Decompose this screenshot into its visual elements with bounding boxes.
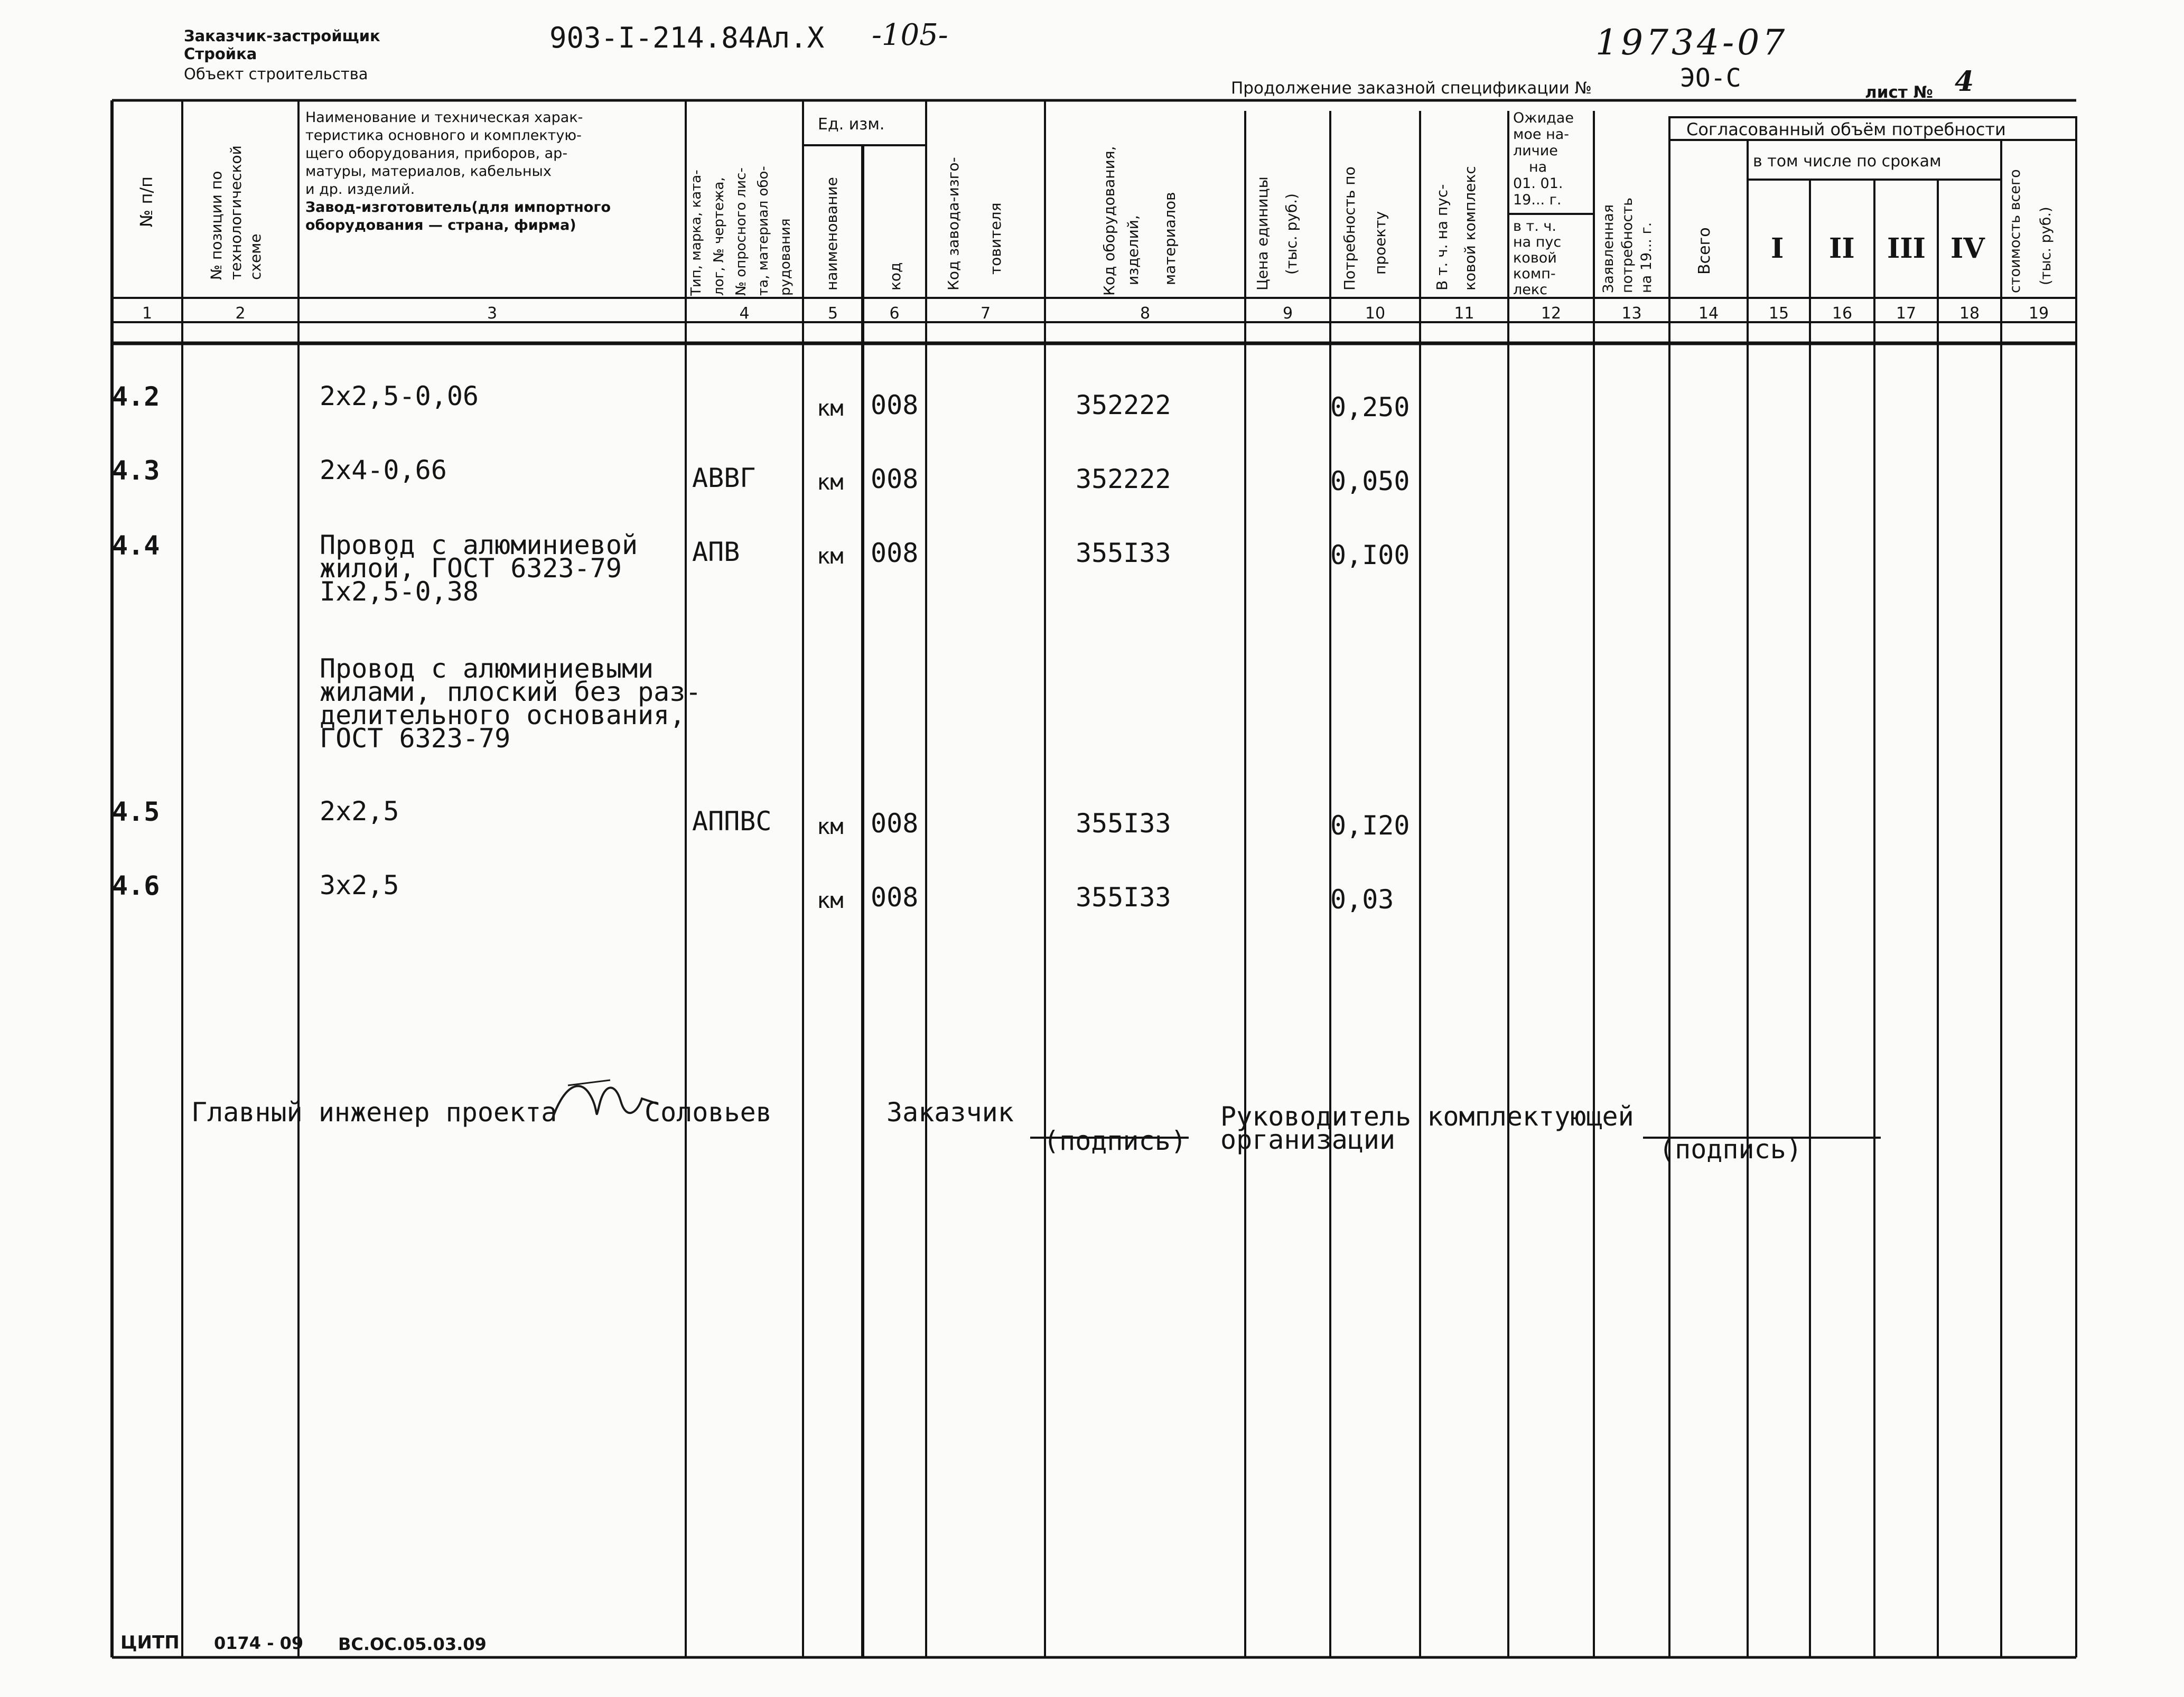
construction-label: Стройка	[184, 45, 257, 63]
col-12-line: на	[1529, 159, 1547, 175]
col-8-header-line2: изделий,	[1124, 215, 1142, 285]
col-3-header-line: Наименование и техническая харак-	[305, 109, 583, 126]
col-number-9: 9	[1282, 304, 1293, 323]
col-12-line: в т. ч.	[1513, 218, 1556, 235]
row-number: 4.4	[112, 530, 160, 561]
row-description: Провод с алюминиевыми жилами, плоский без раз- делительного основания, ГОСТ 6323-79	[320, 653, 702, 754]
col-12-line: мое на-	[1513, 126, 1570, 143]
col-12-line: комп-	[1513, 266, 1556, 282]
col-number-17: 17	[1896, 304, 1917, 323]
row-equipment-code: 352222	[1076, 390, 1171, 420]
col-19-header-line2: (тыс. руб.)	[2038, 207, 2054, 285]
row-type: АВВГ	[692, 463, 756, 493]
row-number: 4.2	[112, 381, 160, 412]
row-description: 2x4-0,66	[320, 455, 447, 485]
row-description: 3x2,5	[320, 870, 399, 901]
row-unit: км	[817, 395, 844, 421]
footer-org: ЦИТП	[120, 1632, 180, 1653]
row-unit-code: 008	[871, 464, 919, 494]
page-mark: -105-	[872, 18, 948, 52]
chief-engineer-label: Главный инженер проекта	[191, 1097, 557, 1128]
col-number-2: 2	[235, 304, 246, 323]
row-description: Провод с алюминиевой жилой, ГОСТ 6323-79 Ix2,5-0,38	[320, 530, 638, 607]
col-6-header: код	[886, 262, 904, 290]
project-code: 903-I-214.84Ал.X	[549, 21, 825, 54]
col-number-13: 13	[1621, 304, 1642, 323]
col-number-14: 14	[1698, 304, 1719, 323]
row-number: 4.5	[112, 796, 160, 827]
col-1-header: № п/п	[136, 176, 156, 227]
row-equipment-code: 355I33	[1076, 882, 1171, 913]
col-4-header-line5: рудования	[778, 218, 794, 296]
col-9-header-line2: (тыс. руб.)	[1283, 193, 1300, 275]
col-7-header-line1: Код завода-изго-	[945, 157, 962, 290]
customer-label: Заказчик-застройщик	[184, 27, 380, 45]
col-11-header-line1: В т. ч. на пус-	[1433, 184, 1451, 290]
agreed-volume-header: Согласованный объём потребности	[1686, 119, 2006, 139]
col-5-header: наименование	[823, 177, 841, 290]
row-equipment-code: 352222	[1076, 464, 1171, 494]
row-unit-code: 008	[871, 882, 919, 913]
col-12-header-top	[1513, 110, 1574, 208]
col-number-15: 15	[1768, 304, 1789, 323]
col-3-header-line: и др. изделий.	[305, 181, 415, 198]
col-12-header-bottom	[1513, 219, 1561, 298]
col-number-12: 12	[1541, 304, 1562, 323]
row-unit: км	[817, 887, 844, 913]
row-unit: км	[817, 543, 844, 569]
col-2-header-line1: № позиции по	[208, 171, 225, 280]
head-label: Руководитель комплектующей	[1220, 1101, 1634, 1132]
row-unit: км	[817, 469, 844, 495]
footer-code: ВС.ОС.05.03.09	[338, 1634, 487, 1654]
col-10-header-line1: Потребность по	[1341, 166, 1358, 290]
col-12-line: 01. 01.	[1513, 175, 1563, 192]
col-13-header-line1: Заявленная	[1600, 204, 1617, 293]
col-number-1: 1	[142, 304, 153, 323]
col-13-header-line2: потребность	[1619, 198, 1636, 293]
col-4-header-line4: та, материал обо-	[755, 166, 771, 296]
row-description: 2x2,5-0,06	[320, 381, 479, 411]
col-number-3: 3	[487, 304, 498, 323]
object-label: Объект строительства	[184, 65, 368, 83]
col-16-header: II	[1829, 232, 1855, 265]
unit-group-header: Ед. изм.	[818, 115, 885, 134]
row-type: АППВС	[692, 806, 772, 837]
col-13-header-line3: на 19... г.	[1638, 222, 1655, 293]
col-14-header: Всего	[1695, 227, 1714, 275]
col-11-header-line2: ковой комплекс	[1461, 166, 1479, 290]
row-unit-code: 008	[871, 390, 919, 420]
col-12-line: ковой	[1513, 250, 1557, 266]
row-unit-code: 008	[871, 808, 919, 839]
signature-caption-2: (подпись)	[1659, 1134, 1802, 1165]
col-number-5: 5	[827, 304, 838, 323]
col-17-header: III	[1887, 232, 1926, 265]
row-type: АПВ	[692, 537, 740, 567]
col-10-header-line2: проекту	[1371, 211, 1389, 275]
footer-number: 0174 - 09	[214, 1633, 304, 1653]
col-2-header-line3: схеме	[247, 233, 264, 280]
row-equipment-code: 355I33	[1076, 808, 1171, 839]
customer-label: Заказчик	[886, 1097, 1014, 1128]
col-2-header-line2: технологической	[227, 145, 245, 280]
col-number-16: 16	[1832, 304, 1853, 323]
row-need: 0,I00	[1330, 540, 1410, 570]
row-number: 4.6	[112, 870, 160, 901]
col-3-header-line: Завод-изготовитель(для импортного	[305, 199, 611, 215]
col-3-header-line: оборудования — страна, фирма)	[305, 217, 576, 233]
col-12-line: 19... г.	[1513, 192, 1562, 208]
col-number-19: 19	[2028, 304, 2049, 323]
col-9-header-line1: Цена единицы	[1254, 176, 1271, 290]
row-need: 0,050	[1330, 466, 1410, 496]
document-number: 19734-07	[1595, 22, 1788, 63]
col-3-header-line: теристика основного и комплектую-	[305, 127, 582, 144]
row-unit-code: 008	[871, 538, 919, 568]
row-need: 0,I20	[1330, 810, 1410, 841]
row-need: 0,03	[1330, 884, 1394, 915]
col-number-6: 6	[889, 304, 900, 323]
sheet-label: лист №	[1865, 83, 1933, 102]
col-19-header-line1: стоимость всего	[2007, 169, 2023, 293]
col-number-10: 10	[1365, 304, 1386, 323]
col-4-header-line1: Тип, марка, ката-	[688, 170, 704, 296]
spec-number: ЭО-С	[1680, 63, 1741, 93]
col-12-line: личие	[1513, 143, 1558, 159]
col-12-line: на пус	[1513, 234, 1562, 250]
row-description: 2x2,5	[320, 796, 399, 827]
col-number-11: 11	[1454, 304, 1474, 323]
by-terms-header: в том числе по срокам	[1753, 152, 1942, 171]
row-unit: км	[817, 813, 844, 839]
sheet-number: 4	[1955, 65, 1974, 98]
col-8-header-line1: Код оборудования,	[1100, 146, 1118, 296]
col-3-header-line: матуры, материалов, кабельных	[305, 163, 552, 180]
col-number-18: 18	[1959, 304, 1980, 323]
head-organization-label: организации	[1220, 1124, 1396, 1155]
chief-engineer-name: Соловьев	[645, 1097, 772, 1128]
col-12-line: Ожидае	[1513, 110, 1574, 126]
col-18-header: IV	[1950, 232, 1985, 265]
col-7-header-line2: товителя	[987, 202, 1004, 275]
col-4-header-line3: № опросного лис-	[733, 167, 749, 296]
col-number-7: 7	[980, 304, 991, 323]
continuation-label: Продолжение заказной спецификации №	[1231, 79, 1592, 98]
col-number-4: 4	[739, 304, 750, 323]
row-number: 4.3	[112, 455, 160, 486]
col-4-header-line2: лог, № чертежа,	[711, 177, 727, 296]
signature-caption: (подпись)	[1043, 1126, 1187, 1156]
col-3-header	[305, 109, 611, 235]
col-8-header-line3: материалов	[1161, 192, 1179, 285]
col-number-8: 8	[1140, 304, 1151, 323]
row-need: 0,250	[1330, 392, 1410, 423]
col-15-header: I	[1771, 232, 1784, 265]
col-12-line: лекс	[1513, 282, 1548, 298]
row-equipment-code: 355I33	[1076, 538, 1171, 568]
col-3-header-line: щего оборудования, приборов, ар-	[305, 145, 568, 162]
